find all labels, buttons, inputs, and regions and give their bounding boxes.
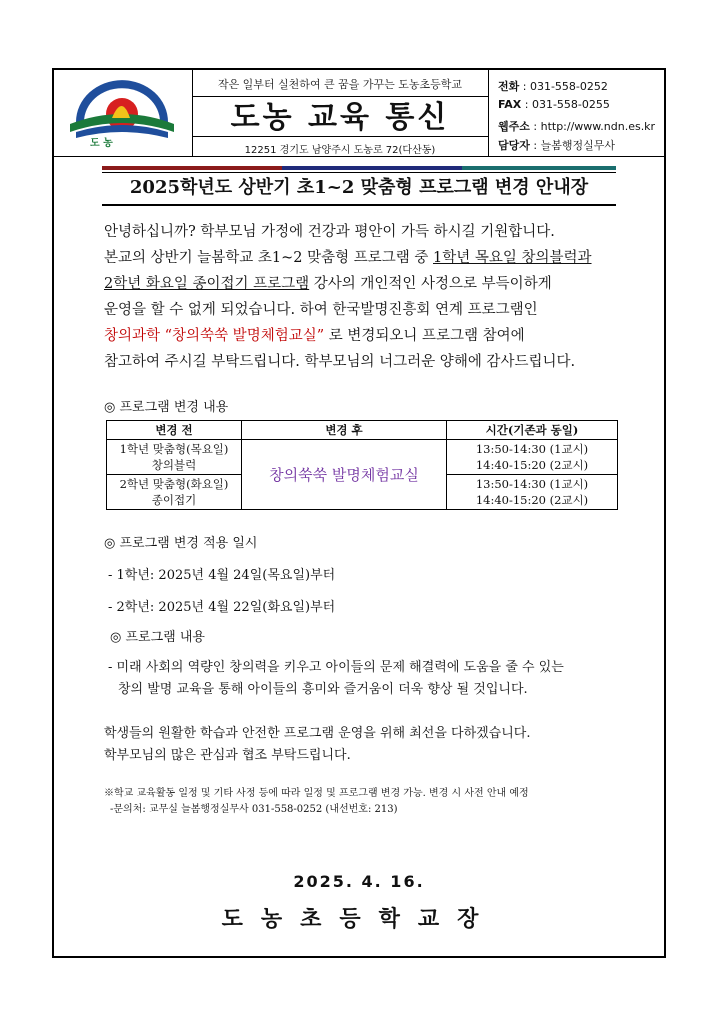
intro-line-5a: 창의과학 “창의쑥쑥 발명체험교실”	[104, 328, 325, 344]
intro-line-5	[104, 324, 525, 345]
intro-line-6: 참고하여 주시길 부탁드립니다. 학부모님의 너그러운 양해에 감사드립니다.	[104, 354, 576, 370]
section-change-heading: ◎ 프로그램 변경 내용	[104, 400, 229, 415]
row1-time	[447, 440, 618, 475]
section-dates-heading: ◎ 프로그램 변경 적용 일시	[104, 536, 258, 551]
color-band	[102, 166, 616, 170]
contact-phone	[498, 78, 608, 94]
after-program: 창의쑥쑥 발명체험교실	[242, 440, 447, 510]
newsletter-header	[54, 70, 664, 157]
web-link[interactable]: : http://www.ndn.es.kr	[533, 120, 656, 133]
manager-value: : 늘봄행정실무사	[533, 139, 615, 152]
intro-line-3a: 2학년 화요일 종이접기 프로그램	[104, 276, 310, 292]
footnote-line-1: ※학교 교육활동 일정 및 기타 사정 등에 따라 일정 및 프로그램 변경 가능. 변경 시 사전 안내 예정	[104, 788, 529, 799]
row1-time-b: 14:40-15:20 (2교시)	[475, 458, 589, 472]
table-header-row	[107, 421, 618, 440]
date-grade1: - 1학년: 2025년 4월 24일(목요일)부터	[108, 568, 336, 583]
logo-text: 도 농	[90, 138, 113, 149]
header-after: 변경 후	[242, 421, 447, 440]
web-label: 웹주소	[498, 120, 530, 133]
header-time: 시간(기존과 동일)	[447, 421, 618, 440]
footnote-line-2: -문의처: 교무실 늘봄행정실무사 031-558-0252 (내선번호: 213)	[110, 804, 398, 815]
row2-before-a: 2학년 맞춤형(화요일)	[119, 477, 229, 491]
issue-date: 2025. 4. 16.	[293, 872, 425, 891]
change-table	[106, 420, 618, 510]
intro-line-3b: 강사의 개인적인 사정으로 부득이하게	[309, 276, 552, 292]
contact-manager	[498, 137, 615, 153]
phone-value: : 031-558-0252	[522, 80, 608, 93]
contact-fax	[498, 98, 610, 111]
date-grade2: - 2학년: 2025년 4월 22일(화요일)부터	[108, 600, 336, 615]
principal-signature: 도농초등학교장	[221, 907, 497, 932]
intro-line-1: 안녕하십니까? 학부모님 가정에 건강과 평안이 가득 하시길 기원합니다.	[104, 224, 555, 240]
row2-time	[447, 475, 618, 510]
row1-before	[107, 440, 242, 475]
contact-web	[498, 118, 655, 134]
band-red	[102, 166, 282, 170]
row2-time-a: 13:50-14:30 (1교시)	[475, 477, 589, 491]
title-box	[192, 70, 489, 156]
row2-before	[107, 475, 242, 510]
row1-before-b: 창의블럭	[151, 458, 197, 472]
table-row	[107, 440, 618, 475]
intro-line-2b: 1학년 목요일 창의블럭과	[433, 250, 592, 266]
intro-line-4: 운영을 할 수 없게 되었습니다. 하여 한국발명진흥회 연계 프로그램인	[104, 302, 538, 318]
school-address: 12251 경기도 남양주시 도농로 72(다산동)	[192, 136, 488, 156]
section-content-heading: ◎ 프로그램 내용	[110, 630, 205, 645]
row1-before-a: 1학년 맞춤형(목요일)	[119, 442, 229, 456]
intro-line-2	[104, 246, 592, 267]
intro-line-2a: 본교의 상반기 늘봄학교 초1~2 맞춤형 프로그램 중	[104, 250, 433, 266]
notice-title: 2025학년도 상반기 초1~2 맞춤형 프로그램 변경 안내장	[102, 172, 616, 206]
school-motto: 작은 일부터 실천하여 큰 꿈을 가꾸는 도농초등학교	[192, 76, 488, 97]
fax-value: : 031-558-0255	[524, 98, 610, 111]
school-emblem-icon	[56, 74, 188, 152]
document-frame	[52, 68, 666, 958]
intro-line-3	[104, 272, 552, 293]
row2-before-b: 종이접기	[151, 493, 197, 507]
contact-box	[490, 70, 664, 156]
fax-label: FAX	[498, 98, 522, 111]
school-logo	[54, 70, 193, 156]
manager-label: 담당자	[498, 139, 530, 152]
row2-time-b: 14:40-15:20 (2교시)	[475, 493, 589, 507]
band-navy	[282, 166, 462, 170]
content-line-1: - 미래 사회의 역량인 창의력을 키우고 아이들의 문제 해결력에 도움을 줄 수 있는	[108, 660, 564, 675]
band-teal	[462, 166, 616, 170]
intro-line-5b: 로 변경되오니 프로그램 참여에	[324, 328, 525, 344]
phone-label: 전화	[498, 80, 520, 93]
newsletter-title: 도농 교육 통신	[230, 100, 450, 135]
content-line-2: 창의 발명 교육을 통해 아이들의 흥미와 즐거움이 더욱 향상 될 것입니다.	[118, 682, 528, 697]
closing-line-1: 학생들의 원활한 학습과 안전한 프로그램 운영을 위해 최선을 다하겠습니다.	[104, 726, 531, 741]
closing-line-2: 학부모님의 많은 관심과 협조 부탁드립니다.	[104, 748, 351, 763]
row1-time-a: 13:50-14:30 (1교시)	[475, 442, 589, 456]
header-before: 변경 전	[107, 421, 242, 440]
